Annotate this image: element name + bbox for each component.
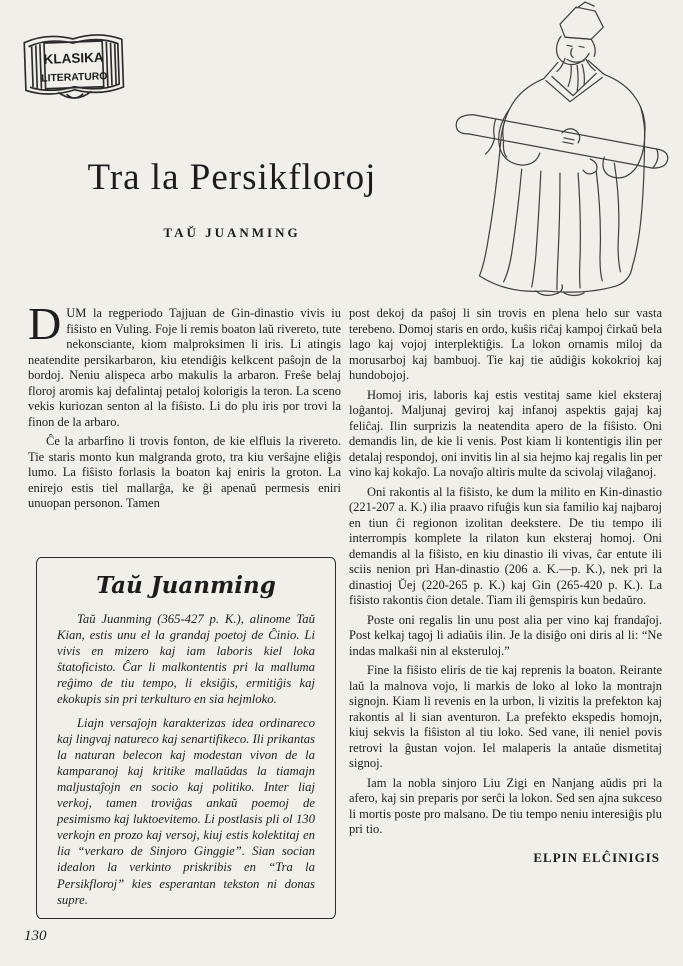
paragraph-right-2: Homoj iris, laboris kaj estis vestitaj same kiel eksteraj loĝantoj. Maljunaj geviroj kaj infanoj aspektis gajaj kaj feliĉaj. Ilin surprizis la neatendita apero de la fiŝisto. Oni demandis lin, de kie li venis. Post kiam li kontentigis ilin per detalaj respondoj, oni invitis lin al sia hejmo kaj regalis lin per vino kaj kokaĵo. La novaĵo altiris multe da scivolaj vilaĝanoj. — [349, 387, 662, 479]
logo-line2: LITERATURO — [41, 71, 108, 85]
left-column — [28, 298, 341, 512]
paragraph-left-1 — [28, 298, 341, 430]
klasika-literaturo-logo — [19, 26, 130, 112]
drop-cap: D — [28, 298, 62, 349]
biography-title: Taŭ Juanming — [96, 572, 276, 599]
logo-line1: KLASIKA — [43, 49, 104, 67]
biography-box — [36, 557, 336, 919]
page-number: 130 — [24, 928, 47, 944]
open-book-icon — [19, 26, 130, 112]
biography-paragraph-2: Liajn versaĵojn karakterizas idea ordinareco kaj lingvaj natureco kaj senartifikeco. Ili prikantas la naturan belecon kaj modestan vivon de la kamparanoj kaj kritike mallaŭdas la tiamajn maljustaĵojn en socio kaj politiko. Inter liaj verkoj, tamen troviĝas ankaŭ poemoj de pesimismo kaj luktoevitemo. Li postlasis pli ol 130 verkojn en prozo kaj versoj, kiuj estis kolektitaj en lia “verkaro de Sinjoro Ginggie”. Sian socian idealon la verkinto priskribis en “Tra la Persikfloroj” kies esperantan tekston ni donas supre. — [57, 715, 315, 907]
page-title: Tra la Persikfloroj — [87, 157, 377, 198]
paragraph-right-5: Fine la fiŝisto eliris de tie kaj reprenis la boaton. Reirante laŭ la malnova vojo, li markis de loko al loko la montrajn signojn. Kiam li revenis en la urbon, li vizitis la prefekton kaj rakontis al li sian aventuron. La prefekto ekspedis homojn, kiuj sekvis la fiŝiston al tiu loko. Sed vane, ili neniel povis retrovi la ĝustan vojon. Iel malaperis la antaŭe dismetitaj signoj. — [349, 663, 662, 770]
paragraph-right-3: Oni rakontis al la fiŝisto, ke dum la milito en Kin-dinastio (221-207 a. K.) ilia praavo rifuĝis kun sia familio kaj najbaroj en tiun ĉi regionon izolitan deekstere. De tiu tempo ili interrompis komplete la rilaton kun eksteraj homoj. Oni demandis al la fiŝisto, en kiu dinastio ili vivas, ĉar entute ili sciis nenion pri Han-dinastio (206 a. K.—p. K.), nek pri la dinastioj Ŭej (220-265 p. K.) kaj Gin (265-420 p. K.). La fiŝisto rakontis ĉion detale. Tiam ili ĝemspiris kun bedaŭro. — [349, 484, 662, 607]
right-column — [349, 306, 662, 866]
paragraph-right-6: Iam la nobla sinjoro Liu Zigi en Nanjang aŭdis pri la afero, kaj sin preparis por serĉi la lokon. Sed sen ajna sukceso li mortis poste pro malsano. De tiu tempo neniu interesiĝis plu pri tio. — [349, 775, 662, 836]
robed-scholar-with-qin-icon — [443, 0, 683, 302]
author-name: TAŬ JUANMING — [163, 225, 301, 240]
paragraph-right-4: Poste oni regalis lin unu post alia per vino kaj frandaĵoj. Post kelkaj tagoj li adiaŭis ilin. Je la disiĝo oni diris al li: “Ne indas malkaŝi nin al eksteruloj.” — [349, 612, 662, 658]
poet-illustration — [443, 0, 683, 302]
article-header — [32, 156, 432, 241]
paragraph-text: UM la regperiodo Tajjuan de Gin-dinastio vivis iu fiŝisto en Vuling. Foje li remis boaton laŭ rivereto, tute nekonsciante, kiom malproksimen li iris. Li atingis neatendite persikarbaron, kiu etendiĝis kelkcent paŝojn de la bordoj. Neniu alispeca arbo makulis la arbaron. Freŝe belaj floroj aromis kaj defalintaj petaloj kolorigis la teron. La sceno vekis kuriozan senton al la fiŝisto. Li do plu iris por trovi la finon de la arbaro. — [28, 306, 341, 429]
paragraph-right-1: post dekoj da paŝoj li sin trovis en plena helo sur vasta terebeno. Domoj staris en ordo, kuŝis riĉaj kampoj ĉirkaŭ bela lago kaj vojoj interplektiĝis. La lokon ornamis miloj da morusarboj kaj bambuoj. Tie kaj tie aŭdiĝis kokokrioj kaj hundobojoj. — [349, 306, 662, 382]
biography-paragraph-1: Taŭ Juanming (365-427 p. K.), alinome Taŭ Kian, estis unu el la grandaj poetoj de Ĉinio. Li vivis en mizero kaj iam laboris kiel loka ŝtatoficisto. Ĉar li malkontentis pri la malluma reĝimo de tiu tempo, li eksiĝis, ermitiĝis kaj ekokupis sin pri terkulturo en sia hejmloko. — [57, 612, 315, 707]
translator-signature: ELPIN ELĈINIGIS — [533, 849, 660, 865]
paragraph-left-2: Ĉe la arbarfino li trovis fonton, de kie elfluis la rivereto. Tie staris monto kun malgranda groto, tra kiu verŝajne eliĝis lumo. La fiŝisto forlasis la boaton kaj eniris la groton. La enirejo estis tiel mallarĝa, ke ĝi apenaŭ permesis eniri unuopan personon. Tamen — [28, 434, 341, 510]
